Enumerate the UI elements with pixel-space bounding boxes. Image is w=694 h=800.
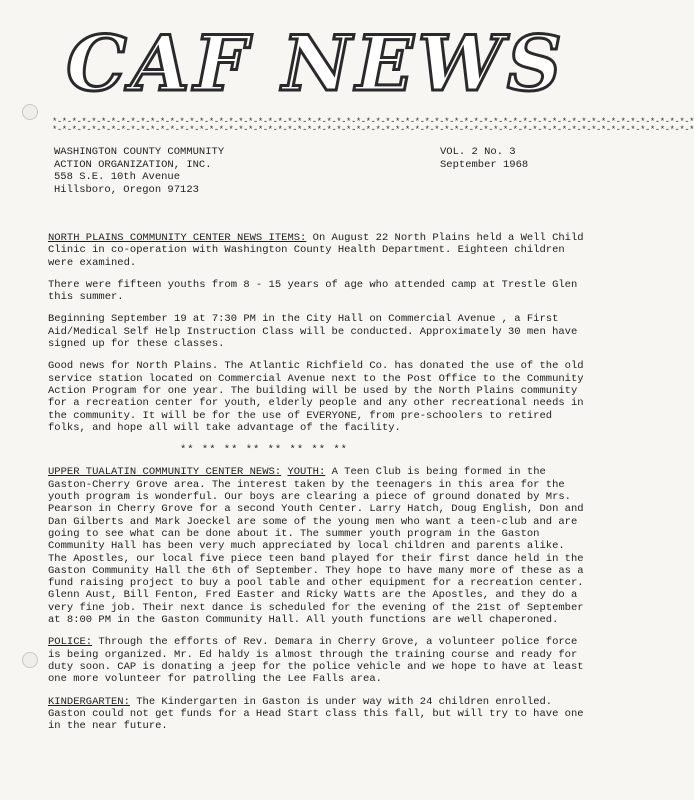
paragraph: Beginning September 19 at 7:30 PM in the City Hall on Commercial Avenue , a First Aid/Medical Self Help Instruction Class will be conducted. Approximately 30 men have signed up for these classes. xyxy=(48,313,578,351)
paragraph: Good news for North Plains. The Atlantic Richfield Co. has donated the use of the old service station located on Commercial Avenue next to the Post Office to the Community Action Program for one year. The building will be used by the North Plains community for a recreation center for youth, elderly people and any other recreational needs in the community. It will be for the use of EVERYONE, from pre-schoolers to retired folks, and hope all will take advantage of the facility. xyxy=(48,360,584,434)
punch-hole xyxy=(22,104,38,120)
paragraph: UPPER TUALATIN COMMUNITY CENTER NEWS: YOUTH: A Teen Club is being formed in the Gaston-Cherry Grove area. The interest taken by the teenagers in this area for the youth program is wonderful. Our boys are clearing a piece of ground donated by Mrs. Pearson in Cherry Grove for a second Youth Center. Larry Hatch, Doug English, Don and Dan Gilberts and Mark Joeckel are some of the young men who want a teen-club and are going to see what can be done about it. The summer youth program in the Gaston Community Hall has been very much appreciated by local children and parents alike. The Apostles, our local five piece teen band played for their first dance held in the Gaston Community Hall the 6th of September. They hope to have many more of these as a fund raising project to buy a pool table and other equipment for a recreation center. Glenn Aust, Bill Fenton, Fred Easter and Ricky Watts are the Apostles, and they do a very fine job. Their next dance is scheduled for the evening of the 21st of September at 8:00 PM in the Gaston Community Hall. All youth functions are well chaperoned. xyxy=(48,466,584,627)
paragraph: NORTH PLAINS COMMUNITY CENTER NEWS ITEMS: On August 22 North Plains held a Well Child Clinic in co-operation with Washington County Health Department. Eighteen children were examined. xyxy=(48,232,584,269)
org-line: WASHINGTON COUNTY COMMUNITY xyxy=(54,146,225,158)
organization-address xyxy=(54,146,224,196)
masthead-title-art xyxy=(66,19,566,108)
paragraph: POLICE: Through the efforts of Rev. Demara in Cherry Grove, a volunteer police force is being organized. Mr. Ed haldy is almost through the training course and ready for duty soon. CAP is donating a jeep for the police vehicle and we hope to have at least one more volunteer for patrolling the Lee Falls area. xyxy=(48,636,584,686)
section-heading: NORTH PLAINS COMMUNITY CENTER NEWS ITEMS: xyxy=(48,232,307,244)
section-heading: UPPER TUALATIN COMMUNITY CENTER NEWS: xyxy=(48,466,282,479)
subsection-heading: YOUTH: xyxy=(287,466,326,479)
org-line: Hillsboro, Oregon 97123 xyxy=(54,183,199,196)
org-line: 558 S.E. 10th Avenue xyxy=(54,171,181,183)
star-rule: *-*-*-*-*-*-*-*-*-*-*-*-*-*-*-*-*-*-*-*-*-*-*-*-*-*-*-*-*-*-*-*-*-*-*-*-*-*-*-*-*-*-*-*-*-*-*-*-*-*-*-*-*-*-*-*-*-*-*-*-*-*-*-*-*-* *-*-*-*-*-*-*-*-*-*-*-*-*-*-*-*-*-*-*-*-*-*-*-*-*-*-*-*-*-*-*-*-*-*-*-*-*-*-*-*-*-*-*-*-*-*-*-*-*-*-*-*-*-*-*-*-*-*-*-*-*-*-*-*-*-* xyxy=(52,117,694,135)
masthead-logo xyxy=(66,19,566,108)
section-heading: KINDERGARTEN: xyxy=(48,695,130,708)
org-line: ACTION ORGANIZATION, INC. xyxy=(54,158,212,171)
section-divider: ** ** ** ** ** ** ** ** xyxy=(180,444,348,457)
article-body xyxy=(48,232,588,742)
issue-volume: VOL. 2 No. 3 xyxy=(440,146,516,158)
paragraph: KINDERGARTEN: The Kindergarten in Gaston is under way with 24 children enrolled. Gaston could not get funds for a Head Start class this fall, but will try to have one in the near future. xyxy=(48,695,584,733)
section-heading: POLICE: xyxy=(48,636,93,649)
issue-date: September 1968 xyxy=(440,158,529,171)
paragraph: There were fifteen youths from 8 - 15 years of age who attended camp at Trestle Glen this summer. xyxy=(48,278,578,304)
masthead-title: CAF NEWS xyxy=(66,19,566,108)
issue-info xyxy=(440,146,528,171)
punch-hole xyxy=(22,652,38,668)
